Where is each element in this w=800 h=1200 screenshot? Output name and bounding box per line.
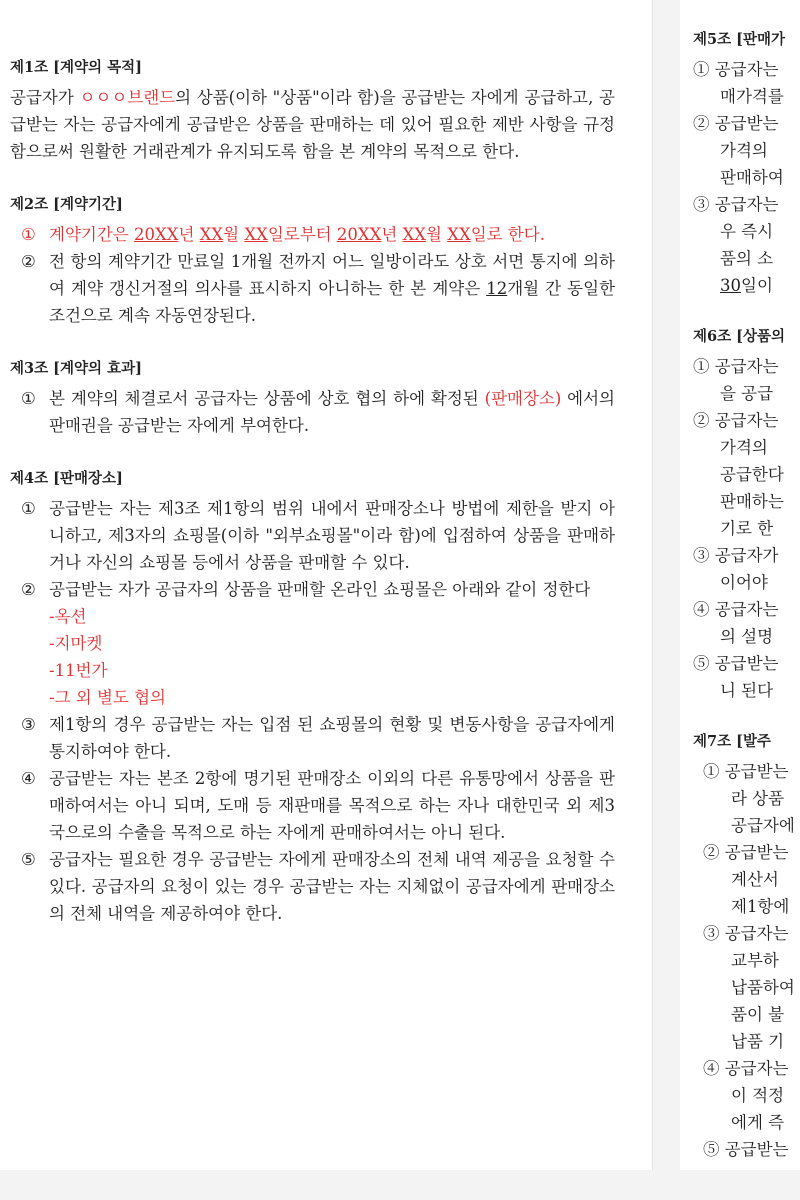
clause-line: 우 즉시 — [720, 222, 774, 241]
clause-line: ③ 공급자는 — [703, 924, 789, 943]
clause-item — [10, 221, 615, 248]
clause-line: 라 상품 — [731, 789, 785, 808]
mall-list-item: -11번가 — [49, 661, 108, 680]
article-heading: 제4조 [판매장소] — [10, 470, 123, 487]
article-6 — [693, 325, 800, 704]
article-4 — [10, 467, 615, 927]
clause-line: 제1항에 — [731, 897, 790, 916]
text-segment: 개월 간 동일한 조건으로 계속 자동연장된다. — [49, 279, 616, 325]
clause-line: ④ 공급자는 — [693, 600, 779, 619]
text-segment: 본 계약의 체결로서 공급자는 상품에 상호 협의 하에 확정된 — [49, 389, 485, 408]
article-body — [10, 84, 615, 165]
clause-line: ② 공급자는 — [693, 411, 779, 430]
clause-line: 공급자에 — [731, 816, 795, 835]
article-heading: 제1조 [계약의 목적] — [10, 59, 142, 76]
clause-line: ② 공급받는 — [693, 114, 779, 133]
days-value: 30 — [720, 276, 741, 295]
months-value: 12 — [486, 279, 508, 298]
clause-number: ② — [21, 580, 36, 599]
clause-item — [10, 846, 615, 927]
month-placeholder: XX — [402, 225, 427, 244]
clause-text: 제1항의 경우 공급받는 자는 입점 된 쇼핑몰의 현황 및 변동사항을 공급자에게 통지하여야 한다. — [49, 715, 615, 761]
clause-line: ② 공급받는 — [703, 843, 789, 862]
clause-line: 공급한다 — [720, 465, 784, 484]
clause-text: 공급받는 자는 제3조 제1항의 범위 내에서 판매장소나 방법에 제한을 받지 아니하고, 제3자의 쇼핑몰(이하 "외부쇼핑몰"이라 함)에 입점하여 상품을 판매하거나 자신의 쇼핑몰 등에서 상품을 판매할 수 있다. — [49, 499, 615, 572]
clause-item — [10, 765, 615, 846]
clause-line: 납품 기 — [731, 1032, 785, 1051]
text-segment: 월 — [426, 225, 448, 244]
clause-number: ③ — [21, 715, 36, 734]
clause-line: ④ 공급자는 — [703, 1059, 789, 1078]
article-heading: 제2조 [계약기간] — [10, 196, 123, 213]
clause-text: 공급받는 자는 본조 2항에 명기된 판매장소 이외의 다른 유통망에서 상품을 판매하여서는 아니 되며, 도매 등 재판매를 목적으로 하는 자나 대한민국 외 제3국으로의 수출을 목적으로 하는 자에게 판매하여서는 아니 된다. — [49, 769, 615, 842]
document-page-right — [680, 0, 800, 1170]
text-segment: 년 — [178, 225, 200, 244]
clause-item — [10, 248, 615, 329]
article-7 — [693, 730, 800, 1163]
clause-item — [10, 495, 615, 576]
clause-line: 판매하는 — [720, 492, 784, 511]
clause-number: ⑤ — [21, 850, 36, 869]
clause-line — [693, 272, 800, 299]
clause-number: ② — [21, 252, 36, 271]
text-segment: 일이 — [741, 276, 773, 295]
sales-place-placeholder: (판매장소) — [484, 389, 562, 408]
clause-line: ③ 공급자는 — [693, 195, 779, 214]
clause-line: ① 공급받는 — [703, 762, 789, 781]
brand-placeholder: ㅇㅇㅇ브랜드 — [79, 88, 176, 107]
month-placeholder: XX — [199, 225, 224, 244]
day-placeholder: XX — [244, 225, 268, 244]
clause-line: 의 설명 — [720, 627, 774, 646]
clause-line: 교부하 — [731, 951, 779, 970]
text-segment: 일로 한다. — [470, 225, 545, 244]
clause-line: 이어야 — [720, 573, 768, 592]
clause-line: 을 공급 — [720, 384, 774, 403]
clause-line: 품이 불 — [731, 1005, 785, 1024]
text-segment: 전 항의 계약기간 만료일 1개월 전까지 어느 일방이라도 상호 서면 통지에 의하여 계약 갱신거절의 의사를 표시하지 아니하는 한 본 계약은 — [49, 252, 615, 298]
year-placeholder: 20XX — [336, 225, 382, 244]
text-segment: 년 — [381, 225, 403, 244]
left-column — [10, 56, 615, 955]
clause-line: 납품하여 — [731, 978, 795, 997]
article-heading: 제3조 [계약의 효과] — [10, 360, 142, 377]
clause-text — [49, 221, 615, 248]
text-segment: 계약기간은 — [49, 225, 134, 244]
clause-text: 공급받는 자가 공급자의 상품을 판매할 온라인 쇼핑몰은 아래와 같이 정한다 — [49, 580, 591, 599]
clause-line: 에게 즉 — [731, 1113, 785, 1132]
mall-list-item: -그 외 별도 협의 — [49, 688, 166, 707]
clause-line: 니 된다 — [720, 681, 774, 700]
article-heading: 제6조 [상품의 — [693, 328, 786, 345]
clause-line: ③ 공급자가 — [693, 546, 779, 565]
clause-line: 가격의 — [720, 438, 768, 457]
clause-line: 계산서 — [731, 870, 779, 889]
text-segment: 에서의 판매권을 공급받는 자에게 부여한다. — [49, 389, 615, 435]
mall-list-item: -지마켓 — [49, 634, 103, 653]
clause-item — [10, 576, 615, 603]
clause-line: ⑤ 공급받는 — [693, 654, 779, 673]
article-5 — [693, 28, 800, 299]
clause-item — [10, 711, 615, 765]
clause-line: 판매하여 — [720, 168, 784, 187]
clause-text — [49, 248, 615, 329]
article-1 — [10, 56, 615, 165]
clause-line: 기로 한 — [720, 519, 774, 538]
clause-line: 가격의 — [720, 141, 768, 160]
clause-line: ① 공급자는 — [693, 60, 779, 79]
text-segment: 공급자가 — [10, 88, 80, 107]
clause-text — [49, 385, 615, 439]
clause-number: ① — [21, 225, 36, 244]
clause-number: ① — [21, 499, 36, 518]
mall-list-item: -옥션 — [49, 607, 87, 626]
clause-number: ① — [21, 389, 36, 408]
text-segment: 일로부터 — [267, 225, 337, 244]
year-placeholder: 20XX — [133, 225, 179, 244]
clause-line: 매가격를 — [720, 87, 784, 106]
clause-line: 품의 소 — [720, 249, 774, 268]
article-3 — [10, 357, 615, 439]
clause-text: 공급자는 필요한 경우 공급받는 자에게 판매장소의 전체 내역 제공을 요청할 수 있다. 공급자의 요청이 있는 경우 공급받는 자는 지체없이 공급자에게 판매장소의 전체 내역을 제공하여야 한다. — [49, 850, 615, 923]
clause-item — [10, 385, 615, 439]
article-heading: 제5조 [판매가 — [693, 31, 786, 48]
article-2 — [10, 193, 615, 329]
right-column — [693, 28, 800, 1170]
text-segment: 의 상품(이하 "상품"이라 함)을 공급받는 자에게 공급하고, 공급받는 자는 공급자에게 공급받은 상품을 판매하는 데 있어 필요한 제반 사항을 규정함으로써 원활한 거래관계가 유지되도록 함을 본 계약의 목적으로 한다. — [10, 88, 615, 161]
clause-number: ④ — [21, 769, 36, 788]
clause-line: ⑤ 공급받는 — [703, 1140, 789, 1159]
clause-line: ① 공급자는 — [693, 357, 779, 376]
clause-line: 이 적정 — [731, 1086, 785, 1105]
text-segment: 월 — [223, 225, 245, 244]
article-heading: 제7조 [발주 — [693, 733, 772, 750]
day-placeholder: XX — [447, 225, 471, 244]
